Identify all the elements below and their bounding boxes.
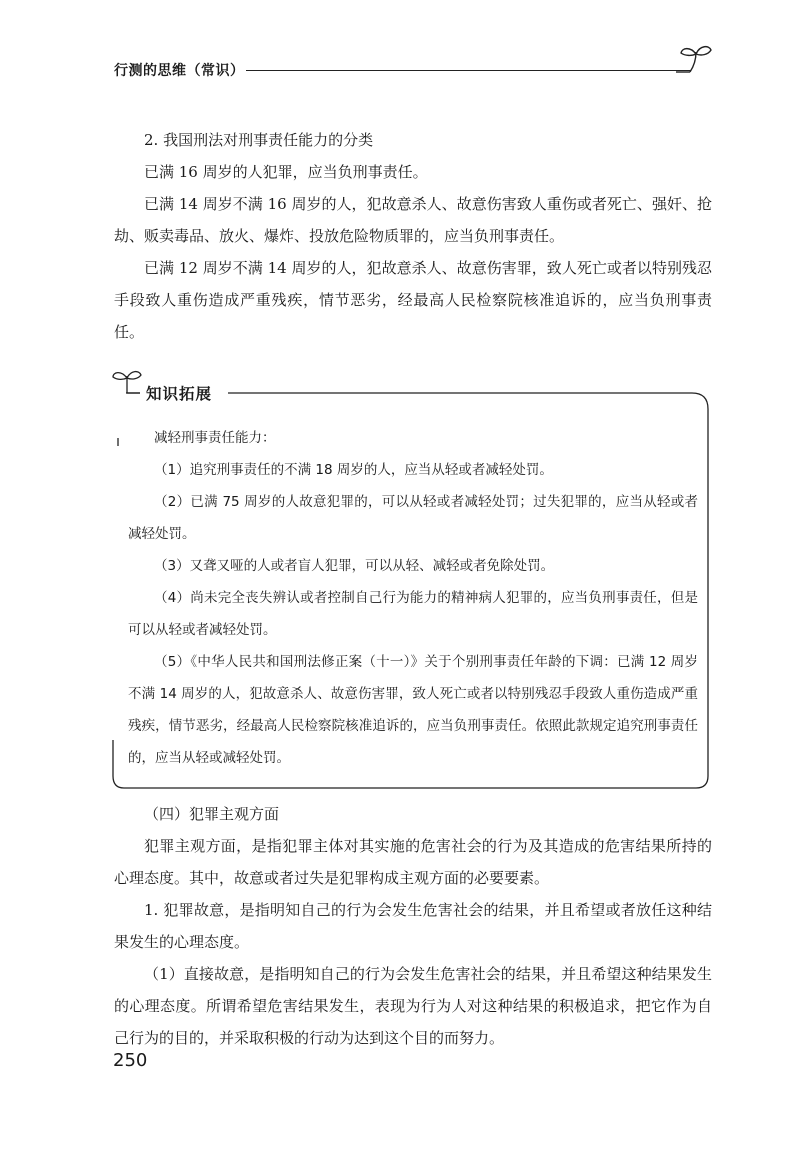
knowledge-box-item: （1）追究刑事责任的不满 18 周岁的人，应当从轻或者减轻处罚。 <box>154 462 553 478</box>
knowledge-box-item: （4）尚未完全丧失辨认或者控制自己行为能力的精神病人犯罪的，应当负刑事责任，但是可以从轻或者减轻处罚。 <box>128 590 698 638</box>
knowledge-box-item: （3）又聋又哑的人或者盲人犯罪，可以从轻、减轻或者免除处罚。 <box>154 558 555 574</box>
knowledge-box-item: （2）已满 75 周岁的人故意犯罪的，可以从轻或者减轻处罚；过失犯罪的，应当从轻或者减轻处罚。 <box>128 494 698 542</box>
sprout-icon <box>676 42 716 76</box>
knowledge-box-item: （5）《中华人民共和国刑法修正案（十一）》关于个别刑事责任年龄的下调：已满 12 周岁不满 14 周岁的人，犯故意杀人、故意伤害罪，致人死亡或者以特别残忍手段致人重伤造成严重残疾，情节恶劣，经最高人民检察院核准追诉的，应当负刑事责任。依照此款规定追究刑事责任的，应当从轻或减轻处罚。 <box>128 654 698 766</box>
paragraph: 犯罪主观方面，是指犯罪主体对其实施的危害社会的行为及其造成的危害结果所持的心理态度。其中，故意或者过失是犯罪构成主观方面的必要要素。 <box>114 837 712 887</box>
header-title: 行测的思维（常识） <box>114 63 245 79</box>
knowledge-box-intro: 减轻刑事责任能力： <box>154 430 276 446</box>
paragraph: 已满 12 周岁不满 14 周岁的人，犯故意杀人、故意伤害罪，致人死亡或者以特别残忍手段致人重伤造成严重残疾，情节恶劣，经最高人民检察院核准追诉的，应当负刑事责任。 <box>114 259 712 341</box>
header-rule <box>246 70 691 71</box>
paragraph: 已满 16 周岁的人犯罪，应当负刑事责任。 <box>144 163 428 181</box>
paragraph: 1. 犯罪故意，是指明知自己的行为会发生危害社会的结果，并且希望或者放任这种结果发生的心理态度。 <box>114 901 712 951</box>
paragraph: 已满 14 周岁不满 16 周岁的人，犯故意杀人、故意伤害致人重伤或者死亡、强奸、抢劫、贩卖毒品、放火、爆炸、投放危险物质罪的，应当负刑事责任。 <box>114 195 712 245</box>
running-header <box>114 54 714 84</box>
page-number: 250 <box>113 1050 148 1071</box>
section-4-heading: （四）犯罪主观方面 <box>144 805 280 823</box>
sprout-icon <box>110 366 146 396</box>
paragraph: （1）直接故意，是指明知自己的行为会发生危害社会的结果，并且希望这种结果发生的心理态度。所谓希望危害结果发生，表现为行为人对这种结果的积极追求，把它作为自己行为的目的，并采取积极的行动为达到这个目的而努力。 <box>114 965 712 1047</box>
section-2-heading: 2. 我国刑法对刑事责任能力的分类 <box>144 131 374 149</box>
knowledge-box-title: 知识拓展 <box>146 385 213 403</box>
